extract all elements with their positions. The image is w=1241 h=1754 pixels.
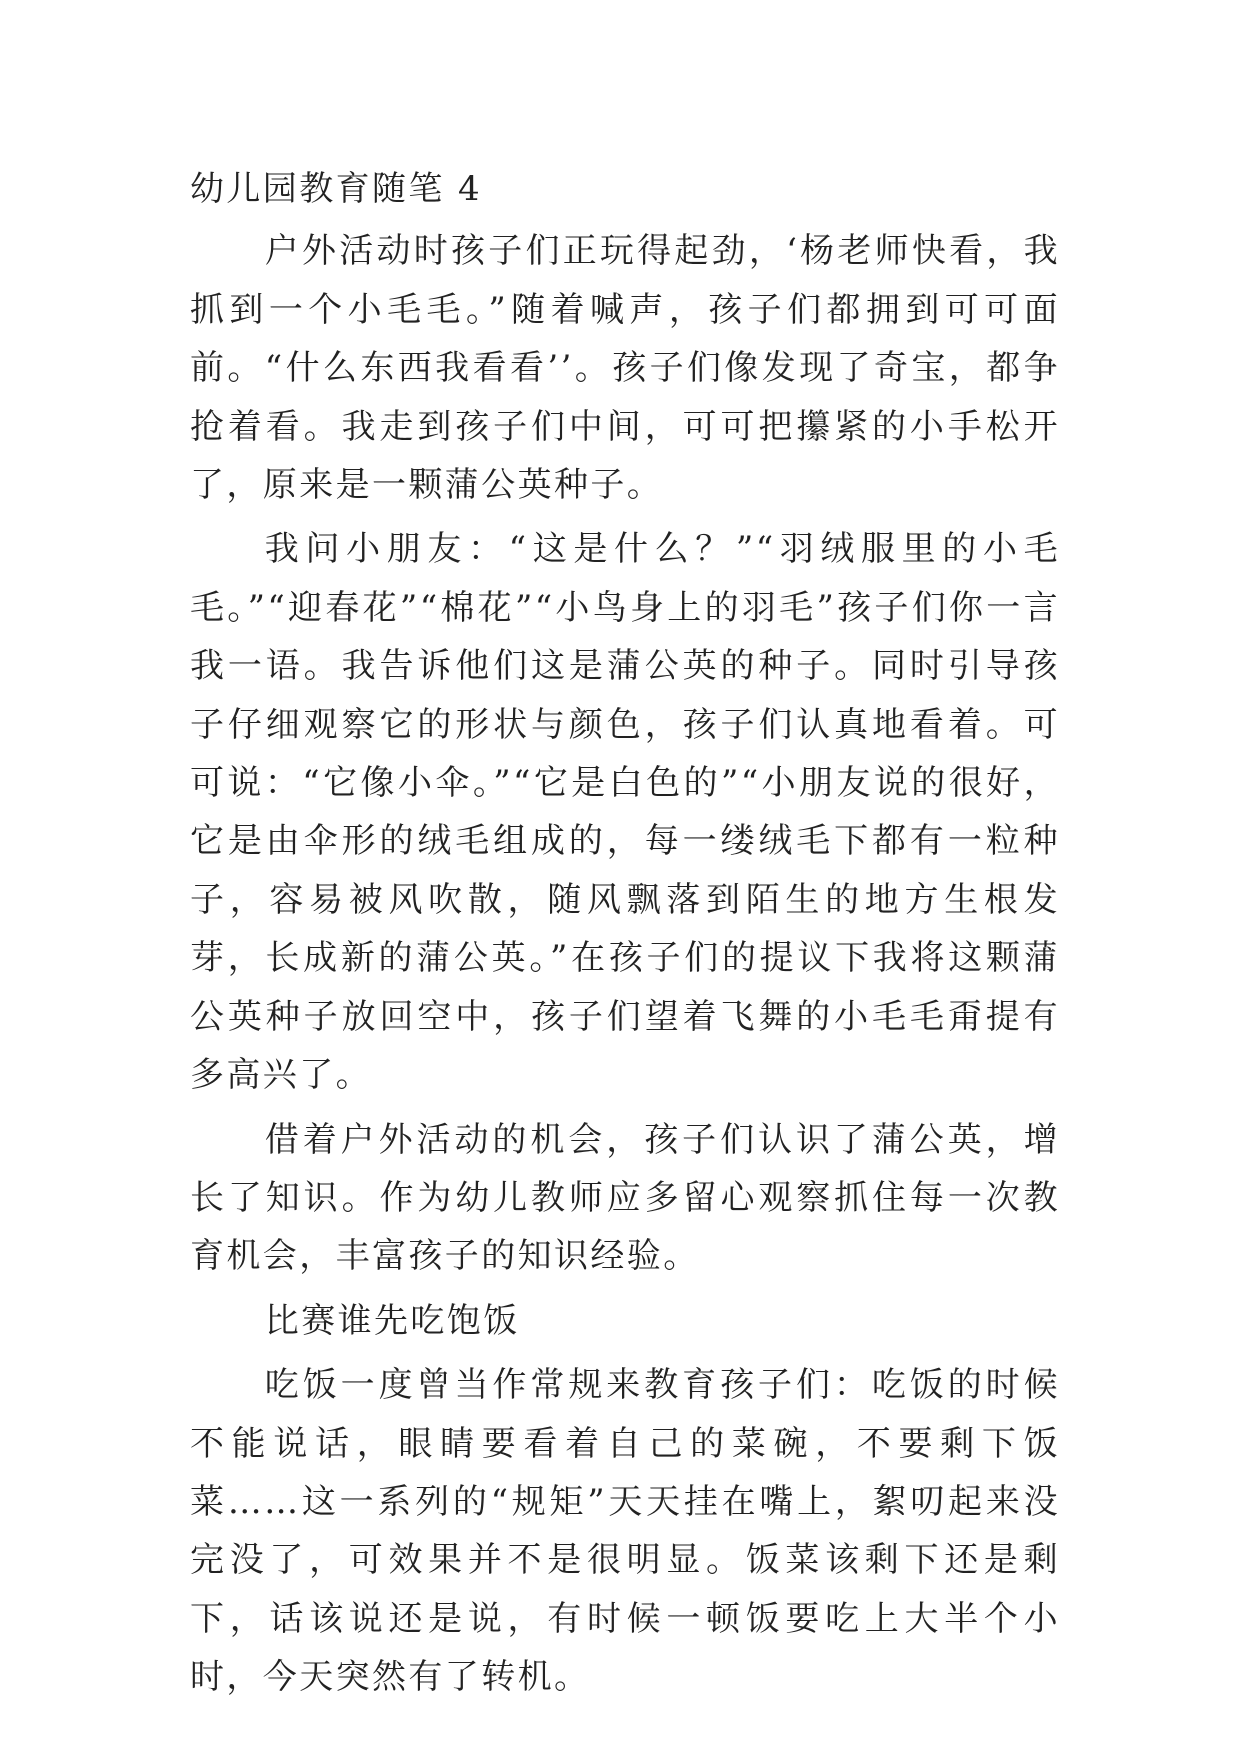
paragraph-dandelion-reflection: 借着户外活动的机会，孩子们认识了蒲公英，增长了知识。作为幼儿教师应多留心观察抓住每一次教育机会，丰富孩子的知识经验。 <box>190 1119 1060 1277</box>
paragraph-mealtime-rules: 吃饭一度曾当作常规来教育孩子们：吃饭的时候不能说话，眼睛要看着自己的菜碗，不要剩下饭菜……这一系列的“规矩”天天挂在嘴上，絮叨起来没完没了，可效果并不是很明显。饭菜该剩下还是剩下，话该说还是说，有时候一顿饭要吃上大半个小时，今天突然有了转机。 <box>190 1365 1060 1698</box>
document-body <box>190 160 1060 1713</box>
section-subheading: 比赛谁先吃饱饭 <box>264 1300 520 1341</box>
paragraph-dandelion-discussion: 我问小朋友：“这是什么？”“羽绒服里的小毛毛。”“迎春花”“棉花”“小鸟身上的羽毛”孩子们你一言我一语。我告诉他们这是蒲公英的种子。同时引导孩子仔细观察它的形状与颜色，孩子们认真地看着。可可说：“它像小伞。”“它是白色的”“小朋友说的很好，它是由伞形的绒毛组成的，每一缕绒毛下都有一粒种子，容易被风吹散，随风飘落到陌生的地方生根发芽，长成新的蒲公英。”在孩子们的提议下我将这颗蒲公英种子放回空中，孩子们望着飞舞的小毛毛甭提有多高兴了。 <box>190 529 1060 1096</box>
paragraph-dandelion-discovery: 户外活动时孩子们正玩得起劲，‘杨老师快看，我抓到一个小毛毛。”随着喊声，孩子们都拥到可可面前。“什么东西我看看’’。孩子们像发现了奇宝，都争抢着看。我走到孩子们中间，可可把攥紧的小手松开了，原来是一颗蒲公英种子。 <box>190 231 1060 506</box>
document-title: 幼儿园教育随笔 4 <box>190 169 483 209</box>
